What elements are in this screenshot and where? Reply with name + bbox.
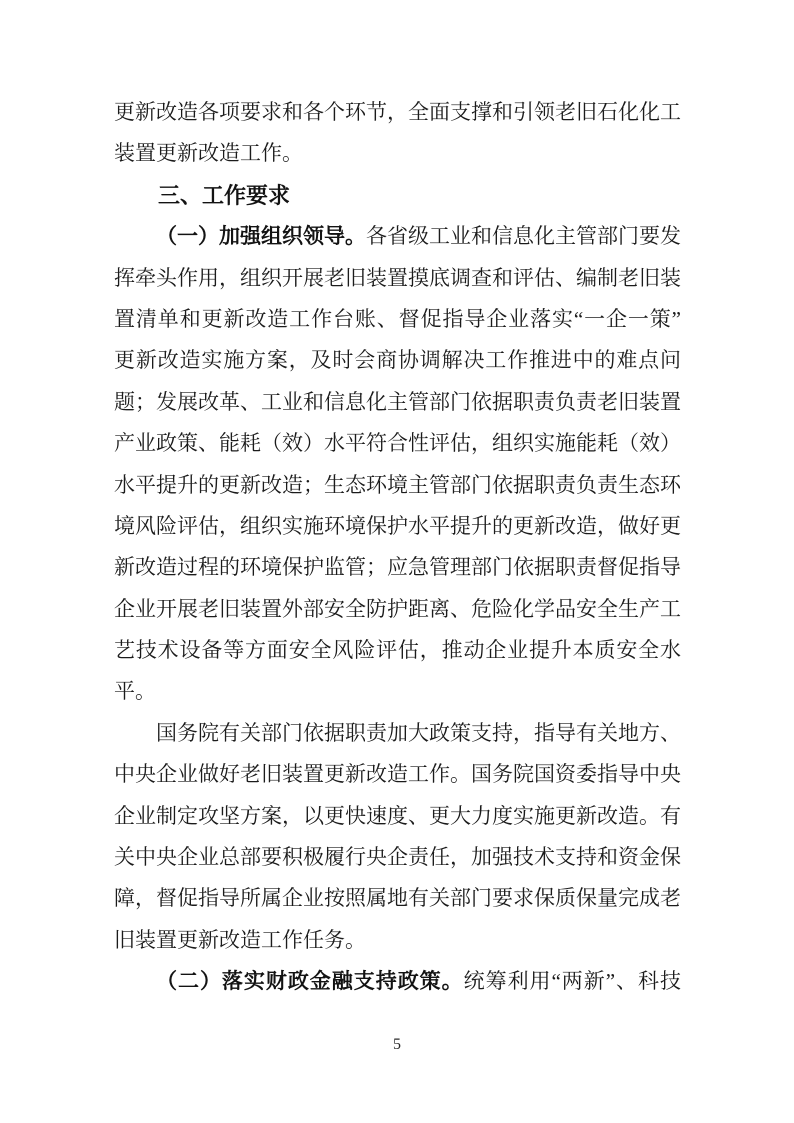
emphasis-text: （一）加强组织领导。 <box>156 224 366 249</box>
text-line <box>114 630 681 671</box>
body-text: 企业开展老旧装置外部安全防护距离、危险化学品安全生产工 <box>114 596 681 621</box>
body-text: 产业政策、能耗（效）水平符合性评估，组织实施能耗（效） <box>114 431 681 456</box>
text-line <box>114 423 681 464</box>
text-line <box>114 216 681 257</box>
text-line <box>114 258 681 299</box>
body-text: 旧装置更新改造工作任务。 <box>114 927 366 952</box>
text-line <box>114 133 681 174</box>
body-text: 中央企业做好老旧装置更新改造工作。国务院国资委指导中央 <box>114 762 681 787</box>
body-text: 艺技术设备等方面安全风险评估，推动企业提升本质安全水 <box>114 638 681 663</box>
text-line <box>114 299 681 340</box>
text-line <box>114 589 681 630</box>
text-line <box>114 340 681 381</box>
page-number-footer: 5 <box>393 1036 401 1053</box>
body-text: 更新改造各项要求和各个环节，全面支撑和引领老旧石化化工 <box>114 100 681 124</box>
text-line <box>114 713 681 754</box>
body-text: 装置更新改造工作。 <box>114 141 303 166</box>
body-text: 障，督促指导所属企业按照属地有关部门要求保质保量完成老 <box>114 886 681 911</box>
text-line <box>114 878 681 919</box>
body-text: 新改造过程的环境保护监管；应急管理部门依据职责督促指导 <box>114 555 681 580</box>
emphasis-text: 三、工作要求 <box>158 182 291 208</box>
text-line <box>114 961 681 1002</box>
body-text: 境风险评估，组织实施环境保护水平提升的更新改造，做好更 <box>114 513 681 538</box>
body-text: 平。 <box>114 679 156 704</box>
emphasis-text: （二）落实财政金融支持政策。 <box>156 969 464 994</box>
body-text: 题；发展改革、工业和信息化主管部门依据职责负责老旧装置 <box>114 389 681 414</box>
text-line <box>114 754 681 795</box>
body-text: 企业制定攻坚方案，以更快速度、更大力度实施更新改造。有 <box>114 803 681 828</box>
text-line <box>114 92 681 133</box>
text-line <box>114 837 681 878</box>
body-text: 各省级工业和信息化主管部门要发 <box>366 224 681 249</box>
body-text: 挥牵头作用，组织开展老旧装置摸底调查和评估、编制老旧装 <box>114 265 681 290</box>
text-line <box>114 920 681 961</box>
text-line <box>114 671 681 712</box>
body-text: 更新改造实施方案，及时会商协调解决工作推进中的难点问 <box>114 348 681 373</box>
document-body <box>114 92 681 1003</box>
body-text: 水平提升的更新改造；生态环境主管部门依据职责负责生态环 <box>114 472 681 497</box>
body-text: 统筹利用“两新”、科技 <box>463 969 681 994</box>
body-text: 国务院有关部门依据职责加大政策支持，指导有关地方、 <box>156 720 681 745</box>
body-text: 关中央企业总部要积极履行央企责任，加强技术支持和资金保 <box>114 845 681 870</box>
body-text: 置清单和更新改造工作台账、督促指导企业落实“一企一策” <box>114 306 681 331</box>
text-line <box>114 382 681 423</box>
text-line <box>114 506 681 547</box>
text-line <box>114 465 681 506</box>
text-line <box>114 547 681 588</box>
section-heading <box>114 175 681 216</box>
text-line <box>114 796 681 837</box>
